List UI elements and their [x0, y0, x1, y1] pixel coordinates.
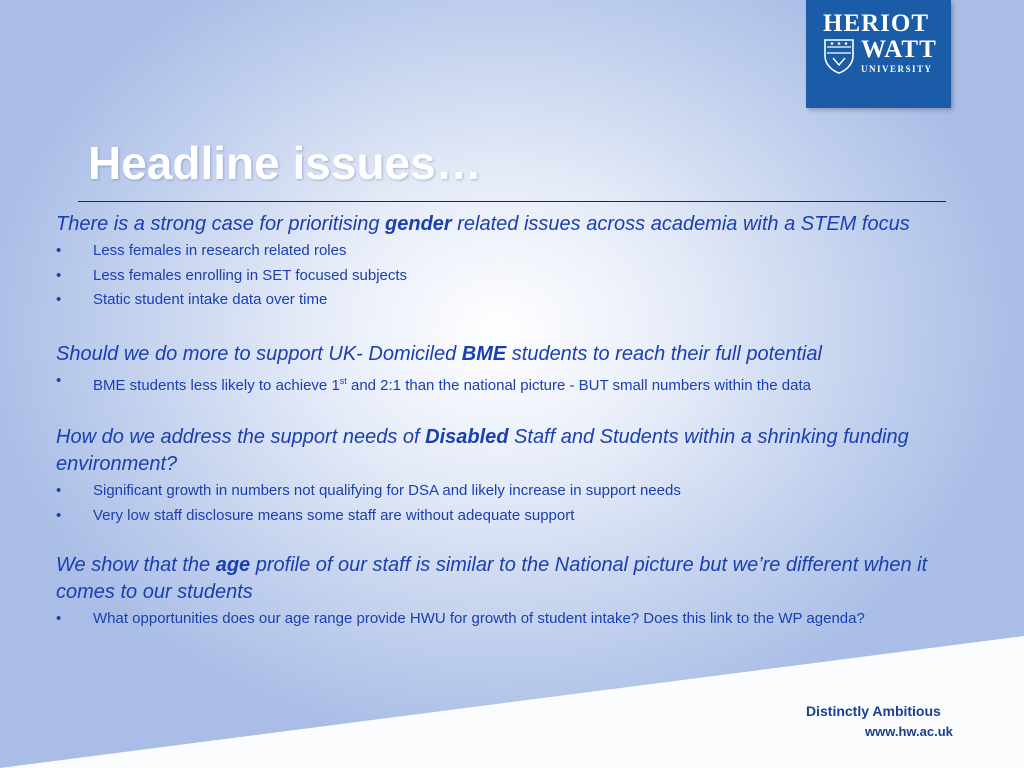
- bullet-list-disabled: [56, 479, 986, 528]
- bullet-list-gender: [56, 239, 986, 313]
- list-item: • What opportunities does our age range provide HWU for growth of student intake? Does this link to the WP agenda?: [56, 610, 865, 627]
- list-item: • Significant growth in numbers not qualifying for DSA and likely increase in support needs: [56, 482, 681, 499]
- footer-url: www.hw.ac.uk: [865, 724, 953, 739]
- list-item: • Less females enrolling in SET focused subjects: [56, 266, 408, 284]
- bullet-list-age: [56, 607, 986, 632]
- section-heading-bme: Should we do more to support UK- Domiciled BME students to reach their full potential: [56, 342, 822, 365]
- footer-tagline: Distinctly Ambitious: [806, 703, 941, 719]
- logo-line-university: UNIVERSITY: [861, 64, 933, 74]
- slide-body: [56, 211, 986, 632]
- section-heading-age: We show that the age profile of our staff is similar to the National picture but we’re different when it comes to our students: [56, 554, 928, 603]
- logo-line-heriot: HERIOT: [823, 10, 930, 37]
- section-heading-gender: There is a strong case for prioritising gender related issues across academia with a STEM focus: [56, 213, 910, 235]
- university-logo: [806, 0, 951, 108]
- list-item: • BME students less likely to achieve 1st and 2:1 than the national picture - BUT small numbers within the data: [56, 371, 811, 394]
- logo-line-watt: WATT: [861, 36, 937, 63]
- slide-title: Headline issues…: [88, 137, 482, 189]
- title-divider: [78, 201, 946, 202]
- bullet-list-bme: [56, 369, 986, 399]
- crest-icon: [823, 38, 855, 74]
- section-heading-disabled: How do we address the support needs of Disabled Staff and Students within a shrinking funding environment?: [56, 426, 909, 475]
- list-item: • Less females in research related roles: [56, 242, 347, 259]
- list-item: • Static student intake data over time: [56, 291, 328, 308]
- list-item: • Very low staff disclosure means some staff are without adequate support: [56, 506, 575, 524]
